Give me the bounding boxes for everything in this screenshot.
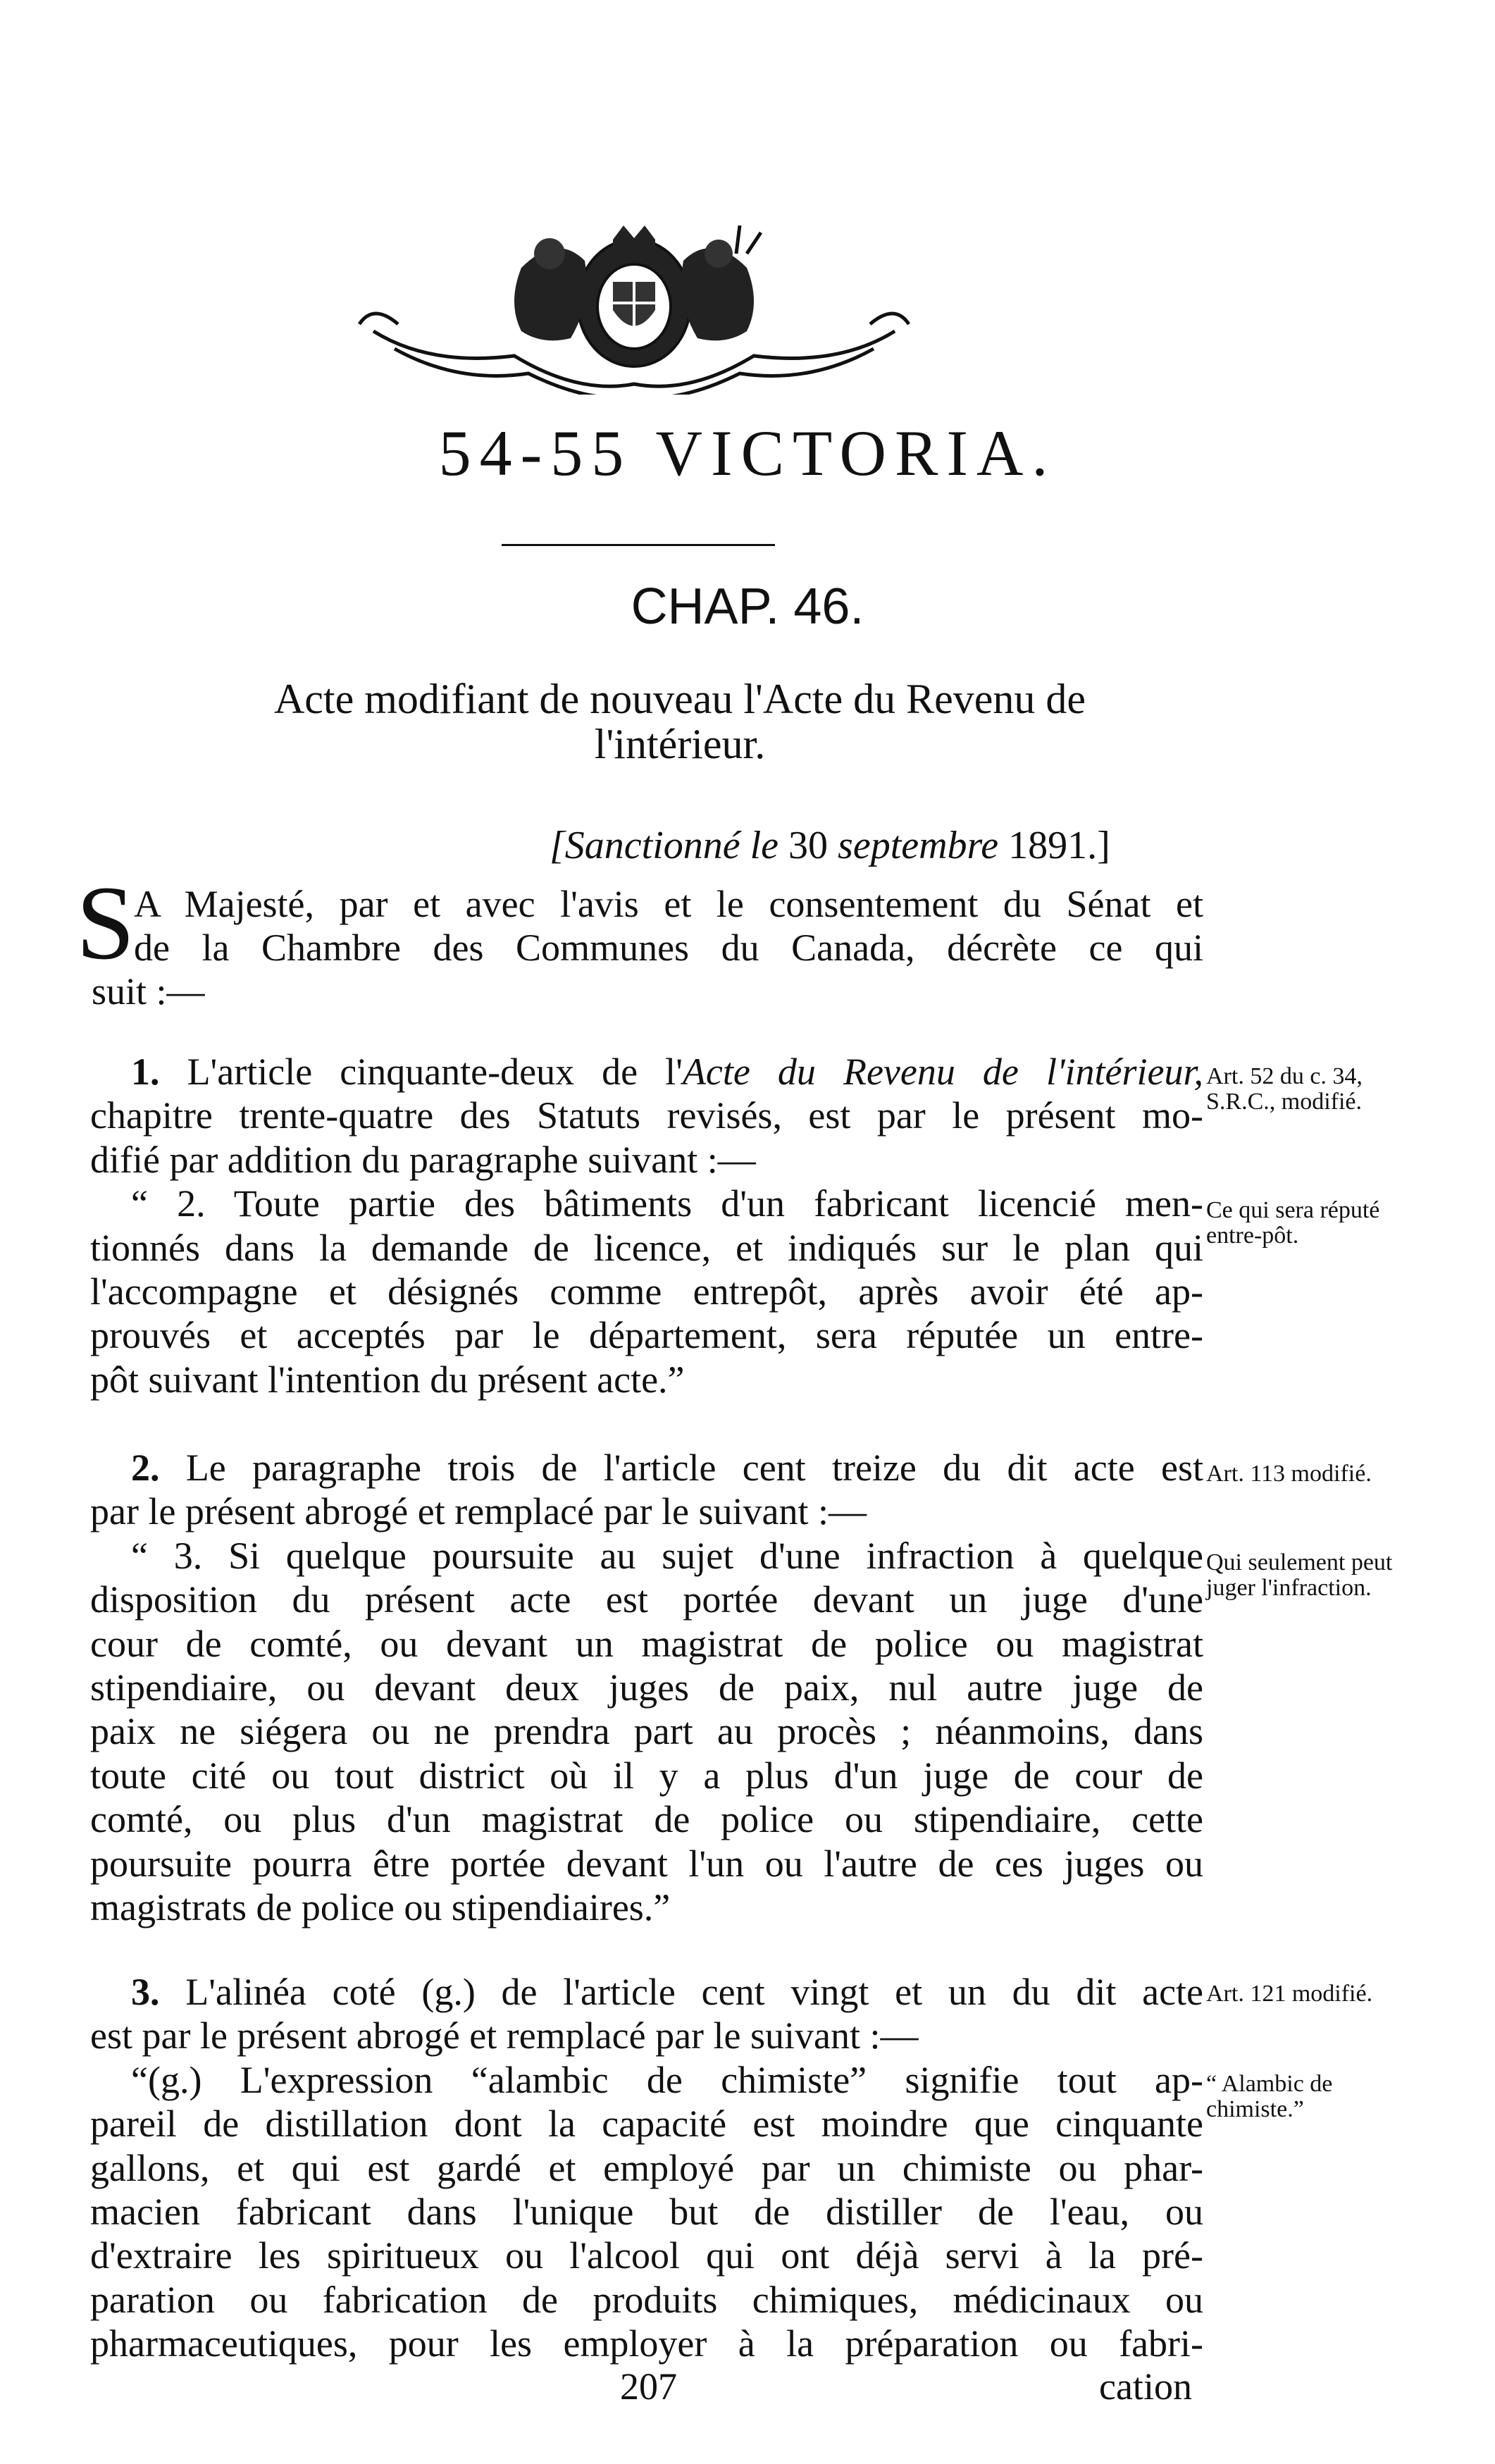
sanction-prefix: [Sanctionné le bbox=[550, 824, 779, 867]
margin-note: Art. 113 modifié. bbox=[1206, 1461, 1372, 1487]
margin-note: Art. 121 modifié. bbox=[1206, 1981, 1373, 2007]
section-2 bbox=[90, 1446, 1203, 1929]
text-line: paix ne siégera ou ne prendra part au procès ; néanmoins, dans bbox=[90, 1710, 1203, 1753]
royal-coat-of-arms-emblem bbox=[345, 225, 923, 395]
margin-note: Ce qui sera réputé entre-pôt. bbox=[1206, 1197, 1380, 1249]
text-line: toute cité ou tout district où il y a plus d'un juge de cour de bbox=[90, 1754, 1203, 1797]
catchword: cation bbox=[1099, 2365, 1192, 2408]
text-line: tionnés dans la demande de licence, et indiqués sur le plan qui bbox=[90, 1226, 1203, 1269]
section-number: 1. bbox=[131, 1051, 160, 1093]
text-line: d'extraire les spiritueux ou l'alcool qui ont déjà servi à la pré- bbox=[90, 2234, 1203, 2277]
text-line: “ 3. Si quelque poursuite au sujet d'une infraction à quelque bbox=[131, 1534, 1203, 1577]
text-line: stipendiaire, ou devant deux juges de paix, nul autre juge de bbox=[90, 1666, 1203, 1709]
divider-rule bbox=[502, 544, 775, 546]
text-line: comté, ou plus d'un magistrat de police ou stipendiaire, cette bbox=[90, 1798, 1203, 1841]
text-line: difié par addition du paragraphe suivant :— bbox=[90, 1138, 756, 1181]
sanction-date bbox=[550, 823, 1110, 868]
drop-cap: S bbox=[76, 865, 135, 982]
text-line: est par le présent abrogé et remplacé par le suivant :— bbox=[90, 2014, 919, 2057]
section-1 bbox=[90, 1050, 1203, 1401]
text-line: paration ou fabrication de produits chimiques, médicinaux ou bbox=[90, 2278, 1203, 2321]
section-3 bbox=[90, 1970, 1203, 2366]
text-line: pôt suivant l'intention du présent acte.” bbox=[90, 1358, 685, 1401]
text-line: par le présent abrogé et remplacé par le suivant :— bbox=[90, 1490, 867, 1533]
text-line bbox=[90, 1970, 1203, 2014]
text-line: poursuite pourra être portée devant l'un ou l'autre de ces juges ou bbox=[90, 1842, 1203, 1885]
text-line: “ 2. Toute partie des bâtiments d'un fabricant licencié men- bbox=[131, 1182, 1203, 1225]
text-fragment: L'article cinquante-deux de l' bbox=[187, 1051, 683, 1093]
text-line: pharmaceutiques, pour les employer à la préparation ou fabri- bbox=[90, 2322, 1203, 2365]
text-line: A Majesté, par et avec l'avis et le consentement du Sénat et bbox=[134, 883, 1203, 925]
text-line bbox=[90, 1050, 1203, 1094]
margin-note: Qui seulement peut juger l'infraction. bbox=[1206, 1549, 1393, 1601]
page-number: 207 bbox=[620, 2365, 677, 2408]
section-number: 2. bbox=[131, 1447, 160, 1489]
sanction-year: 1891.] bbox=[1008, 824, 1110, 867]
text-line: disposition du présent acte est portée devant un juge d'une bbox=[90, 1578, 1203, 1621]
text-line: prouvés et acceptés par le département, sera réputée un entre- bbox=[90, 1314, 1203, 1357]
text-line: chapitre trente-quatre des Statuts revisés, est par le présent mo- bbox=[90, 1094, 1203, 1137]
text-line: cour de comté, ou devant un magistrat de police ou magistrat bbox=[90, 1622, 1203, 1665]
section-number: 3. bbox=[131, 1971, 160, 2013]
text-line: pareil de distillation dont la capacité est moindre que cinquante bbox=[90, 2103, 1203, 2146]
text-line: “(g.) L'expression “alambic de chimiste” signifie tout ap- bbox=[131, 2058, 1203, 2101]
act-title-line: l'intérieur. bbox=[594, 721, 766, 767]
text-fragment: L'alinéa coté (g.) de l'article cent vingt et un du dit acte bbox=[185, 1971, 1204, 2013]
enacting-clause-end: suit :— bbox=[92, 970, 205, 1013]
act-title bbox=[99, 676, 1261, 767]
margin-note: “ Alambic de chimiste.” bbox=[1206, 2071, 1333, 2122]
sanction-day: 30 bbox=[788, 824, 829, 867]
text-line: l'accompagne et désignés comme entrepôt, après avoir été ap- bbox=[90, 1270, 1203, 1313]
text-line bbox=[90, 1446, 1203, 1490]
enacting-clause bbox=[134, 882, 1203, 970]
margin-note: Art. 52 du c. 34, S.R.C., modifié. bbox=[1206, 1063, 1363, 1115]
chapter-heading: CHAP. 46. bbox=[631, 578, 864, 635]
act-title-line: Acte modifiant de nouveau l'Acte du Revenu de bbox=[273, 676, 1086, 722]
sanction-month: septembre bbox=[838, 824, 999, 867]
text-fragment: Le paragraphe trois de l'article cent treize du dit acte est bbox=[185, 1447, 1203, 1489]
text-line: macien fabricant dans l'unique but de distiller de l'eau, ou bbox=[90, 2190, 1203, 2233]
text-line: gallons, et qui est gardé et employé par un chimiste ou phar- bbox=[90, 2146, 1203, 2189]
text-line: magistrats de police ou stipendiaires.” bbox=[90, 1886, 671, 1929]
text-line: de la Chambre des Communes du Canada, décrète ce qui bbox=[134, 927, 1203, 970]
document-title: 54-55 VICTORIA. bbox=[438, 417, 1057, 489]
act-name: Acte du Revenu de l'intérieur, bbox=[682, 1051, 1203, 1093]
